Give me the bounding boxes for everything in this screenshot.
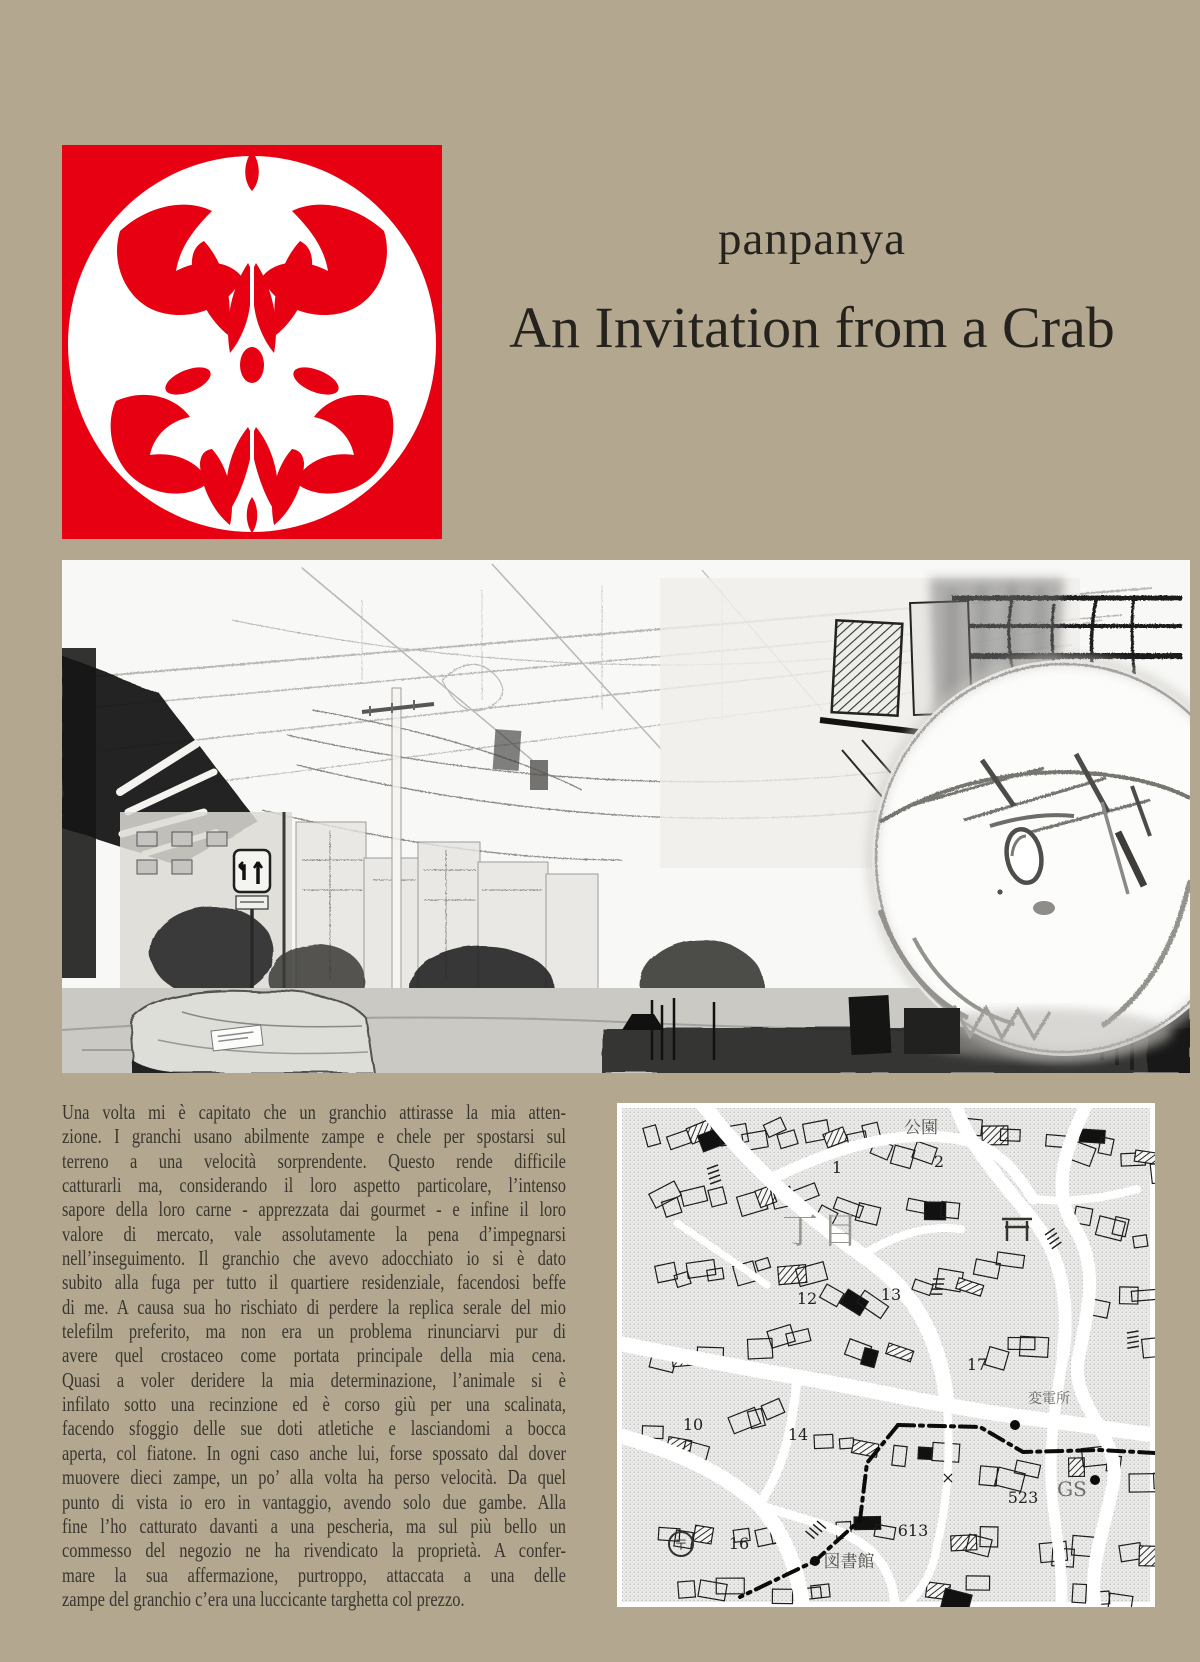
map-label: 〒 xyxy=(674,1538,688,1554)
map-label: 14 xyxy=(787,1425,809,1444)
publisher-logo xyxy=(62,145,442,539)
cover-illustration xyxy=(62,560,1190,1073)
map-building xyxy=(693,1525,713,1544)
map-building xyxy=(918,1447,932,1459)
poi-dot-substation xyxy=(1010,1420,1020,1430)
map-building xyxy=(951,1535,977,1551)
synopsis-line: punto di vista io ero in vantaggio, avendo solo due gambe. Alla xyxy=(62,1491,566,1514)
mouth xyxy=(1033,901,1055,915)
synopsis-line: mare la sua affermazione, purtroppo, attaccata a una delle xyxy=(62,1564,566,1587)
synopsis-line: commesso del negozio ne ha rivendicato la proprietà. A confer- xyxy=(62,1540,566,1563)
page-title: An Invitation from a Crab xyxy=(509,295,1115,360)
synopsis-text xyxy=(62,1101,566,1612)
author-name: panpanya xyxy=(717,213,907,265)
map-label: 丁目 xyxy=(781,1211,863,1252)
map-label: 12 xyxy=(796,1289,818,1308)
map-label: 17 xyxy=(966,1355,988,1374)
map-label: 1 xyxy=(831,1158,843,1177)
synopsis-line: di me. A causa sua ho rischiato di perdere la replica serale del mio xyxy=(62,1296,566,1319)
map-building xyxy=(1069,1458,1085,1477)
street-sketch xyxy=(62,560,1190,1073)
map-label: 変電所 xyxy=(1028,1391,1070,1407)
synopsis-line: infilato sotto una recinzione ed è corso giù per una scalinata, xyxy=(62,1394,566,1417)
synopsis-line: nell’inseguimento. Il granchio che avevo adocchiato io si è dato xyxy=(62,1248,566,1271)
synopsis-line: muovere dieci zampe, un po’ alla volta ha perso velocità. Da quel xyxy=(62,1467,566,1490)
synopsis-line: Quasi a voler deridere la mia determinazione, l’animale si è xyxy=(62,1369,566,1392)
map-label: 13 xyxy=(880,1285,902,1304)
map-label: 図書館 xyxy=(823,1552,875,1572)
map-label: 10 xyxy=(682,1415,704,1434)
synopsis-line: terreno a una velocità sorprendente. Questo rende difficile xyxy=(62,1150,566,1173)
synopsis-line: facendo sfoggio delle sue doti atletiche e lasciandomi a bocca xyxy=(62,1418,566,1441)
synopsis-line: valore di mercato, vale assolutamente la pena d’impegnarsi xyxy=(62,1223,566,1246)
synopsis-line: sapore della loro carne - apprezzata dai gourmet - e infine il loro xyxy=(62,1199,566,1222)
synopsis-line: zampe del granchio c’era una luccicante targhetta col prezzo. xyxy=(62,1588,465,1611)
synopsis-line: fine l’ho catturato davanti a una pescheria, ma sul più bello un xyxy=(62,1515,566,1538)
tarp-covered-bike xyxy=(130,991,374,1073)
synopsis-line: telefilm preferito, ma non era un problema rinunciarvi pur di xyxy=(62,1321,566,1344)
traffic-sign-icon xyxy=(234,850,270,909)
map-label: GS xyxy=(1057,1477,1087,1501)
poi-dot-library xyxy=(810,1556,820,1566)
map-label: 16 xyxy=(728,1534,750,1553)
map-label: 2 xyxy=(933,1152,945,1171)
map-label: 523 xyxy=(1007,1488,1039,1507)
map-building xyxy=(1139,1546,1155,1566)
synopsis-line: aperta, col fiatone. In ogni caso anche lui, forse spossato dal dover xyxy=(62,1442,566,1465)
map-building xyxy=(1079,1129,1105,1143)
synopsis-line: catturarli ma, considerando il loro aspetto particolare, l’intenso xyxy=(62,1175,566,1198)
synopsis-line: subito alla fuga per tutto il quartiere residenziale, facendosi beffe xyxy=(62,1272,566,1295)
map-label: 公園 xyxy=(904,1118,938,1138)
neighborhood-map xyxy=(617,1103,1155,1607)
crab-medallion-icon xyxy=(62,145,442,539)
poi-dot-gs xyxy=(1090,1475,1100,1485)
map-label: 613 xyxy=(897,1521,929,1540)
synopsis-line: avere quel crostaceo come portata principale della mia cena. xyxy=(62,1345,566,1368)
synopsis-line: Una volta mi è capitato che un granchio attirasse la mia atten- xyxy=(62,1102,566,1124)
synopsis-line: zione. I granchi usano abilmente zampe e chele per spostarsi sul xyxy=(62,1126,566,1149)
map-label: × xyxy=(941,1468,955,1487)
city-map xyxy=(617,1103,1155,1607)
